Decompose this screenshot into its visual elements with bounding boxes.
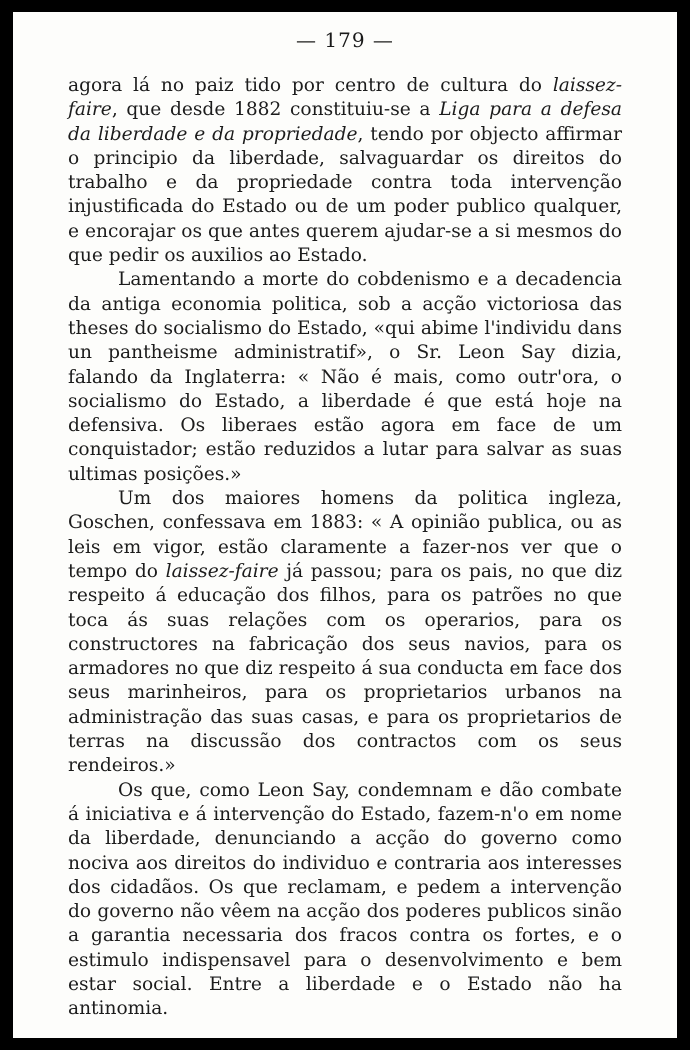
text-run: Os que, como Leon Say, condemnam e dão combate á iniciativa e á intervenção do Estado, fazem-n'o em nome da liberdade, denunciando a acção do governo como nociva aos direitos do individuo e contraria aos interesses dos cidadãos. Os que reclamam, e pedem a intervenção do governo não vêem na acção dos poderes publicos sinão a garantia necessaria dos fracos contra os fortes, e o estimulo indispensavel para o desenvolvimento e bem estar social. Entre a liberdade e o Estado não ha antinomia. [68, 779, 622, 1020]
italic-run: laissez-faire [68, 75, 622, 121]
body-text [68, 74, 622, 1022]
page-number: — 179 — [296, 28, 394, 52]
text-run: já passou; para os pais, no que diz respeito á educação dos filhos, para os patrões no que toca ás suas relações com os operarios, para os constructores na fabricação dos seus navios, para os armadores no que diz respeito á sua conducta em face dos seus marinheiros, para os proprietarios urbanos na administração das suas casas, e para os proprietarios de terras na discussão dos contractos com os seus rendeiros.» [68, 560, 622, 777]
text-run: , que desde 1882 constituiu-se a [111, 99, 440, 121]
book-page [13, 12, 677, 1038]
italic-run: Liga para a defesa da liberdade e da propriedade [68, 99, 622, 145]
text-run: , tendo por objecto affirmar o principio da liberdade, salvaguardar os direitos do trabalho e da propriedade contra toda intervenção injustificada do Estado ou de um poder publico qualquer, e encorajar os que antes querem ajudar-se a si mesmos do que pedir os auxilios ao Estado. [68, 123, 622, 267]
paragraph [68, 779, 622, 1022]
paragraph [68, 268, 622, 487]
text-run: agora lá no paiz tido por centro de cultura do [68, 75, 553, 96]
text-run: Um dos maiores homens da politica ingleza, Goschen, confessava em 1883: « A opinião publica, ou as leis em vigor, estão claramente a fazer-nos ver que o tempo do [68, 488, 622, 582]
text-run: Lamentando a morte do cobdenismo e a decadencia da antiga economia politica, sob a acção victoriosa das theses do socialismo do Estado, «qui abime l'individu dans un pantheisme administratif», o Sr. Leon Say dizia, falando da Inglaterra: « Não é mais, como outr'ora, o socialismo do Estado, a liberdade é que está hoje na defensiva. Os liberaes estão agora em face de um conquistador; estão reduzidos a lutar para salvar as suas ultimas posições.» [68, 269, 622, 485]
paragraph [68, 74, 622, 268]
italic-run: laissez-faire [165, 560, 279, 582]
paragraph [68, 487, 622, 779]
